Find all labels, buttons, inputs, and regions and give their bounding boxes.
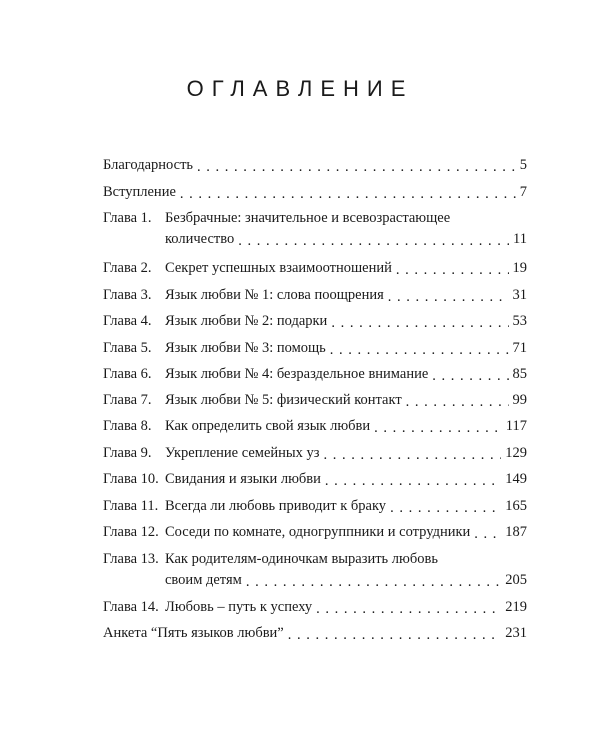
toc-entry[interactable] (103, 622, 527, 642)
toc-entry[interactable] (103, 181, 527, 201)
entry-title: своим детям (165, 572, 242, 588)
chapter-number: Глава 4. (103, 313, 152, 329)
leader-dots (388, 290, 509, 304)
entry-page: 71 (512, 340, 527, 356)
toc-entry[interactable] (103, 596, 527, 616)
entry-page: 85 (512, 366, 527, 382)
leader-dots (331, 316, 508, 330)
entry-page: 53 (512, 313, 527, 329)
chapter-number: Глава 1. (103, 210, 152, 226)
entry-title-line1: Безбрачные: значительное и всевозрастающее (165, 210, 451, 226)
chapter-number: Глава 7. (103, 392, 152, 408)
entry-page: 205 (505, 572, 527, 588)
toc-entry[interactable] (103, 363, 527, 383)
chapter-number: Глава 6. (103, 366, 152, 382)
entry-title: Язык любви № 4: безраздельное внимание (165, 366, 429, 382)
toc-entry[interactable] (103, 495, 527, 515)
leader-dots (288, 628, 502, 642)
chapter-number: Глава 5. (103, 340, 152, 356)
leader-dots (330, 343, 509, 357)
entry-title-line1: Как родителям-одиночкам выразить любовь (165, 551, 438, 567)
entry-page: 31 (512, 287, 527, 303)
entry-page: 129 (505, 445, 527, 461)
entry-title: Язык любви № 3: помощь (165, 340, 326, 356)
toc-entry[interactable] (103, 284, 527, 304)
toc-entry[interactable] (103, 228, 527, 248)
entry-page: 7 (519, 184, 527, 200)
entry-title: Анкета “Пять языков любви” (103, 625, 284, 641)
entry-page: 231 (505, 625, 527, 641)
chapter-number: Глава 2. (103, 260, 152, 276)
leader-dots (324, 448, 502, 462)
entry-page: 165 (505, 498, 527, 514)
toc-entry[interactable] (103, 389, 527, 409)
toc-entry-line1[interactable] (103, 548, 527, 568)
toc-entry[interactable] (103, 442, 527, 462)
entry-page: 117 (505, 418, 527, 434)
entry-title: Соседи по комнате, одногруппники и сотрудники (165, 524, 471, 540)
toc-entry[interactable] (103, 154, 527, 174)
toc-entry[interactable] (103, 337, 527, 357)
entry-page: 187 (505, 524, 527, 540)
table-of-contents (103, 0, 527, 750)
chapter-number: Глава 12. (103, 524, 159, 540)
entry-title: Вступление (103, 184, 176, 200)
leader-dots (238, 234, 509, 248)
entry-title: Свидания и языки любви (165, 471, 321, 487)
leader-dots (316, 602, 501, 616)
leader-dots (246, 575, 501, 589)
entry-title: Язык любви № 5: физический контакт (165, 392, 402, 408)
entry-page: 19 (512, 260, 527, 276)
leader-dots (406, 395, 509, 409)
toc-entry[interactable] (103, 415, 527, 435)
entry-title: Язык любви № 2: подарки (165, 313, 328, 329)
entry-page: 5 (519, 157, 527, 173)
entry-title: Секрет успешных взаимоотношений (165, 260, 392, 276)
entry-title: количество (165, 231, 235, 247)
entry-title: Любовь – путь к успеху (165, 599, 313, 615)
entry-title: Язык любви № 1: слова поощрения (165, 287, 384, 303)
entry-title: Укрепление семейных уз (165, 445, 320, 461)
leader-dots (180, 187, 516, 201)
page-title: ОГЛАВЛЕНИЕ (186, 76, 414, 101)
chapter-number: Глава 13. (103, 551, 159, 567)
entry-page: 219 (505, 599, 527, 615)
entry-page: 149 (505, 471, 527, 487)
chapter-number: Глава 9. (103, 445, 152, 461)
entry-page: 11 (513, 231, 527, 247)
entry-title: Благодарность (103, 157, 194, 173)
leader-dots (374, 421, 502, 435)
toc-entry[interactable] (103, 569, 527, 589)
toc-entry-line1[interactable] (103, 207, 527, 227)
chapter-number: Глава 11. (103, 498, 159, 514)
chapter-number: Глава 8. (103, 418, 152, 434)
toc-entry[interactable] (103, 468, 527, 488)
chapter-number: Глава 3. (103, 287, 152, 303)
entry-title: Как определить свой язык любви (165, 418, 371, 434)
leader-dots (325, 474, 501, 488)
leader-dots (396, 263, 509, 277)
toc-entry[interactable] (103, 310, 527, 330)
chapter-number: Глава 10. (103, 471, 159, 487)
chapter-number: Глава 14. (103, 599, 159, 615)
leader-dots (390, 501, 501, 515)
leader-dots (474, 527, 501, 541)
toc-entry[interactable] (103, 257, 527, 277)
entry-page: 99 (512, 392, 527, 408)
leader-dots (432, 369, 508, 383)
entry-title: Всегда ли любовь приводит к браку (165, 498, 387, 514)
leader-dots (197, 160, 516, 174)
toc-entry[interactable] (103, 521, 527, 541)
